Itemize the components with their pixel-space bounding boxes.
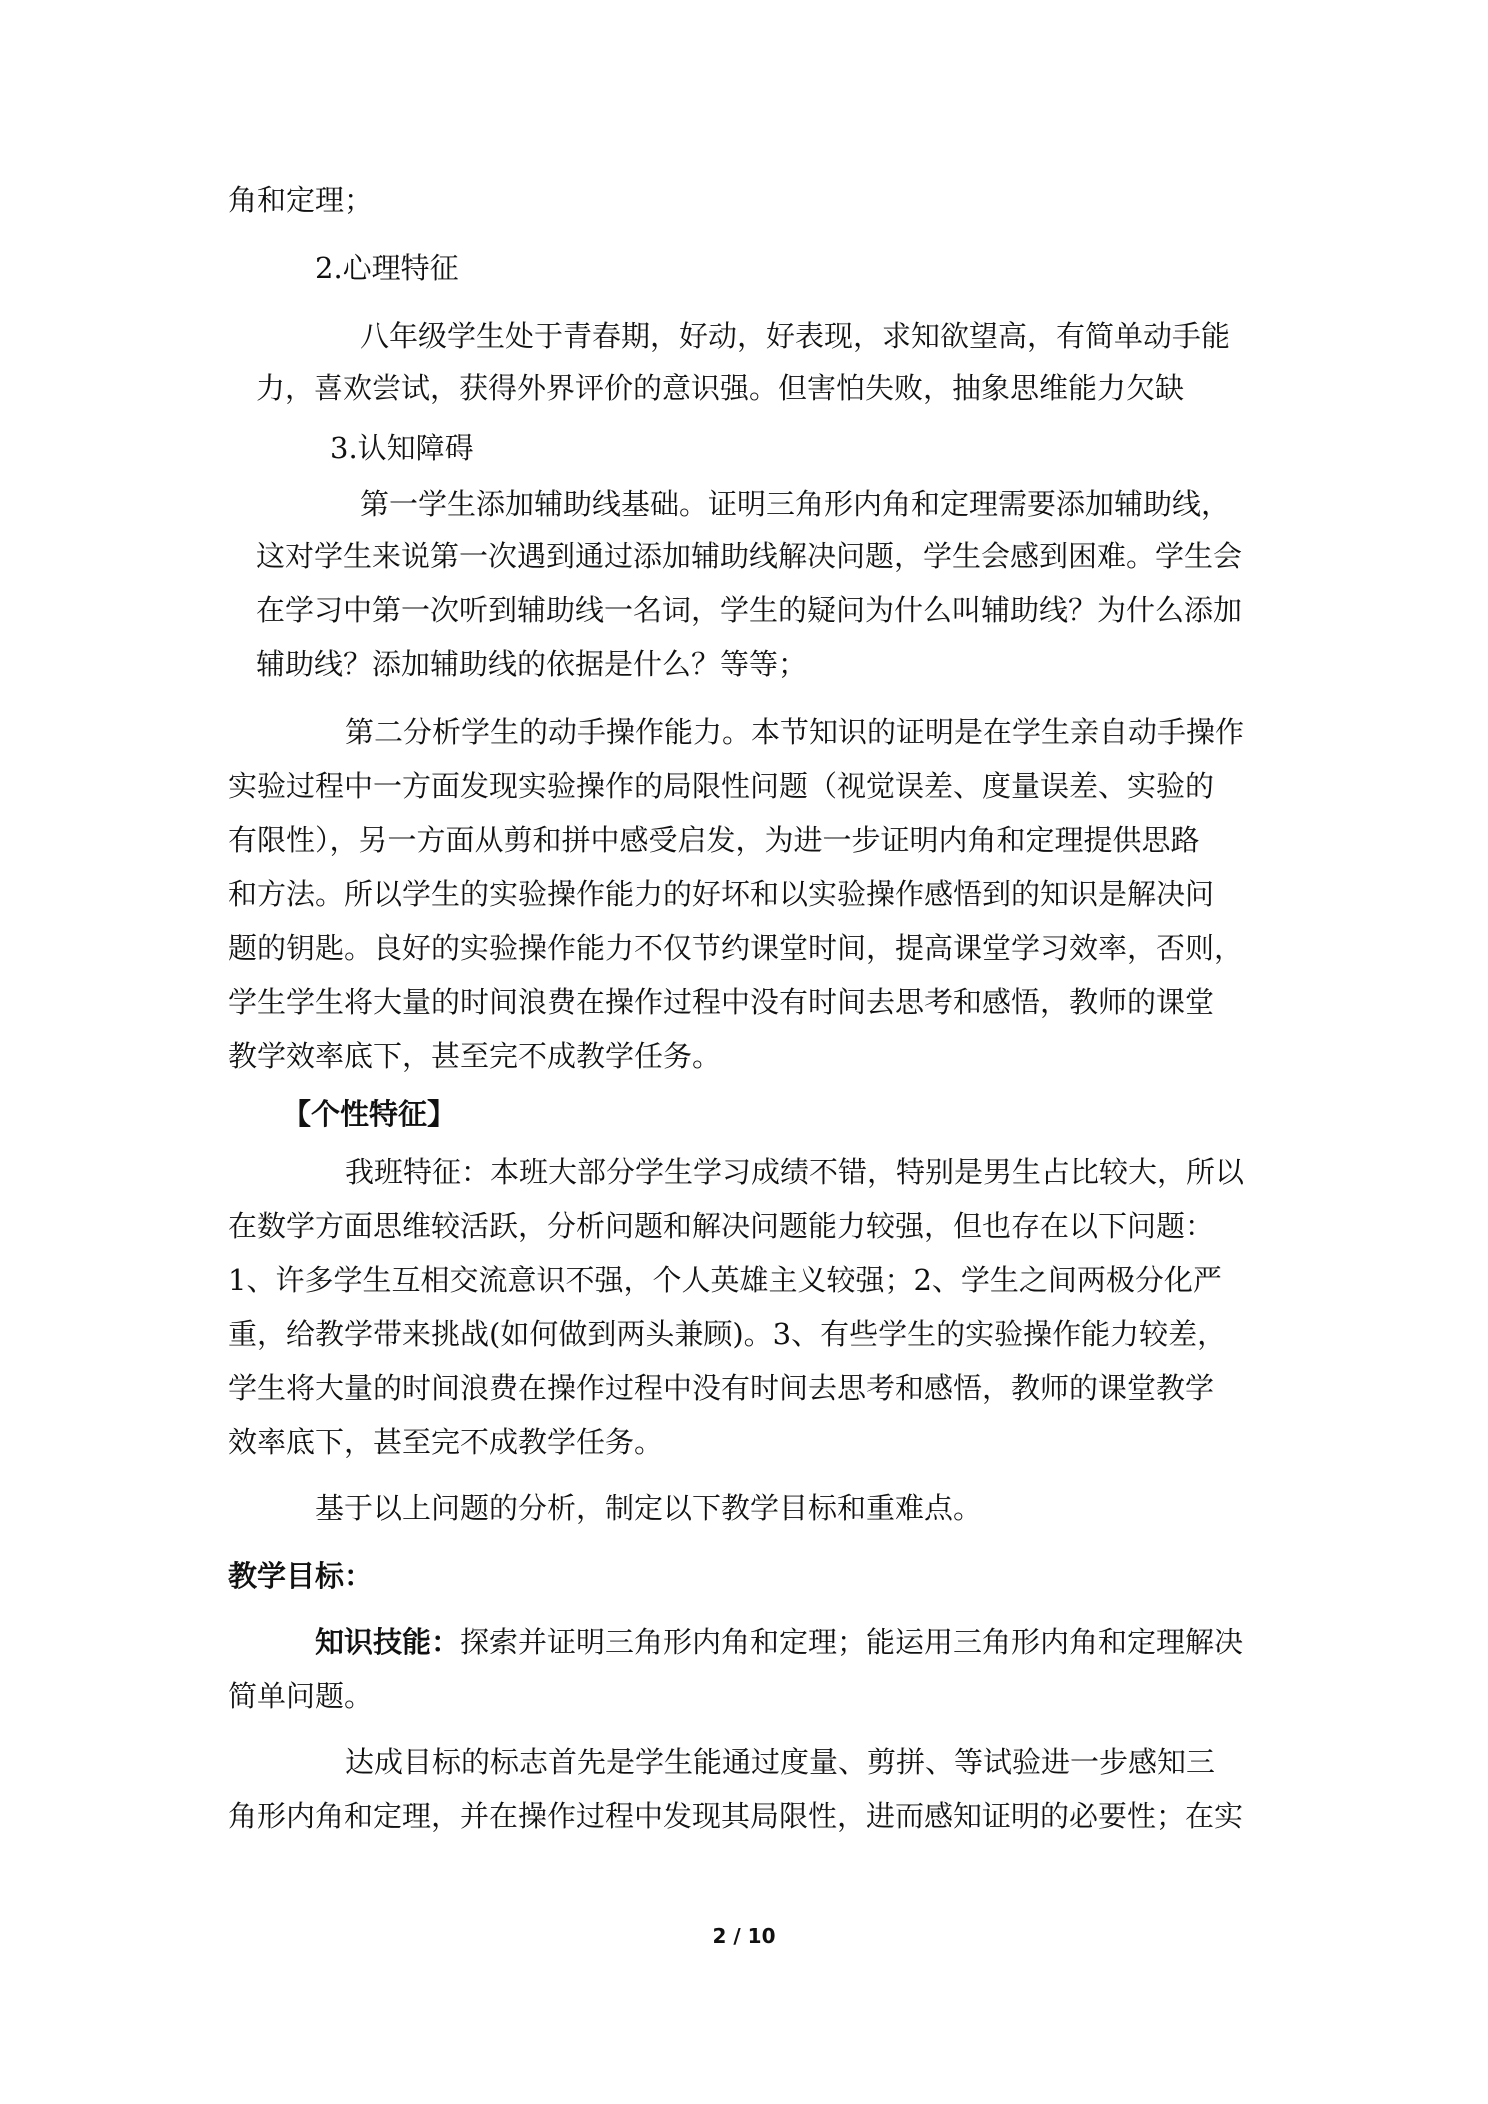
text-line: 效率底下，甚至完不成教学任务。 bbox=[228, 1425, 664, 1459]
text-line: 学生学生将大量的时间浪费在操作过程中没有时间去思考和感悟，教师的课堂 bbox=[228, 985, 1215, 1019]
text-line: 辅助线？添加辅助线的依据是什么？等等； bbox=[256, 647, 808, 681]
text-line: 实验过程中一方面发现实验操作的局限性问题（视觉误差、度量误差、实验的 bbox=[228, 769, 1215, 803]
text-line: 基于以上问题的分析，制定以下教学目标和重难点。 bbox=[315, 1491, 983, 1525]
text-line: 我班特征：本班大部分学生学习成绩不错，特别是男生占比较大，所以 bbox=[345, 1155, 1245, 1189]
text-line: 教学效率底下，甚至完不成教学任务。 bbox=[228, 1039, 722, 1073]
text-line: 第一学生添加辅助线基础。证明三角形内角和定理需要添加辅助线， bbox=[360, 487, 1231, 521]
text-line: 这对学生来说第一次遇到通过添加辅助线解决问题，学生会感到困难。学生会 bbox=[256, 539, 1243, 573]
text-line bbox=[315, 1622, 1243, 1662]
text-line: 和方法。所以学生的实验操作能力的好坏和以实验操作感悟到的知识是解决问 bbox=[228, 877, 1215, 911]
page-number: 2 / 10 bbox=[712, 1924, 776, 1948]
text-line: 角形内角和定理，并在操作过程中发现其局限性，进而感知证明的必要性；在实 bbox=[228, 1799, 1244, 1833]
text-line: 角和定理； bbox=[228, 183, 374, 217]
subheading: 2.心理特征 bbox=[315, 251, 459, 285]
subheading: 3.认知障碍 bbox=[330, 431, 474, 465]
text-line: 简单问题。 bbox=[228, 1679, 374, 1713]
inline-bold-label: 知识技能： bbox=[315, 1625, 461, 1659]
section-heading: 教学目标： bbox=[228, 1559, 374, 1593]
text-line: 学生将大量的时间浪费在操作过程中没有时间去思考和感悟，教师的课堂教学 bbox=[228, 1371, 1215, 1405]
text-line: 有限性），另一方面从剪和拼中感受启发，为进一步证明内角和定理提供思路 bbox=[228, 823, 1200, 857]
text-line: 题的钥匙。良好的实验操作能力不仅节约课堂时间，提高课堂学习效率，否则， bbox=[228, 931, 1244, 965]
text-line: 在学习中第一次听到辅助线一名词，学生的疑问为什么叫辅助线？为什么添加 bbox=[256, 593, 1243, 627]
text-line: 在数学方面思维较活跃，分析问题和解决问题能力较强，但也存在以下问题： bbox=[228, 1209, 1215, 1243]
text-line: 第二分析学生的动手操作能力。本节知识的证明是在学生亲自动手操作 bbox=[345, 715, 1245, 749]
text-line: 达成目标的标志首先是学生能通过度量、剪拼、等试验进一步感知三 bbox=[345, 1745, 1216, 1779]
text-line: 重，给教学带来挑战(如何做到两头兼顾)。3、有些学生的实验操作能力较差， bbox=[228, 1317, 1227, 1351]
text-line: 力，喜欢尝试，获得外界评价的意识强。但害怕失败，抽象思维能力欠缺 bbox=[256, 371, 1185, 405]
text-line: 八年级学生处于青春期，好动，好表现，求知欲望高，有简单动手能 bbox=[360, 319, 1231, 353]
inline-text: 探索并证明三角形内角和定理；能运用三角形内角和定理解决 bbox=[460, 1625, 1244, 1659]
section-heading: 【个性特征】 bbox=[282, 1097, 457, 1131]
text-line: 1、许多学生互相交流意识不强，个人英雄主义较强；2、学生之间两极分化严 bbox=[228, 1263, 1222, 1297]
